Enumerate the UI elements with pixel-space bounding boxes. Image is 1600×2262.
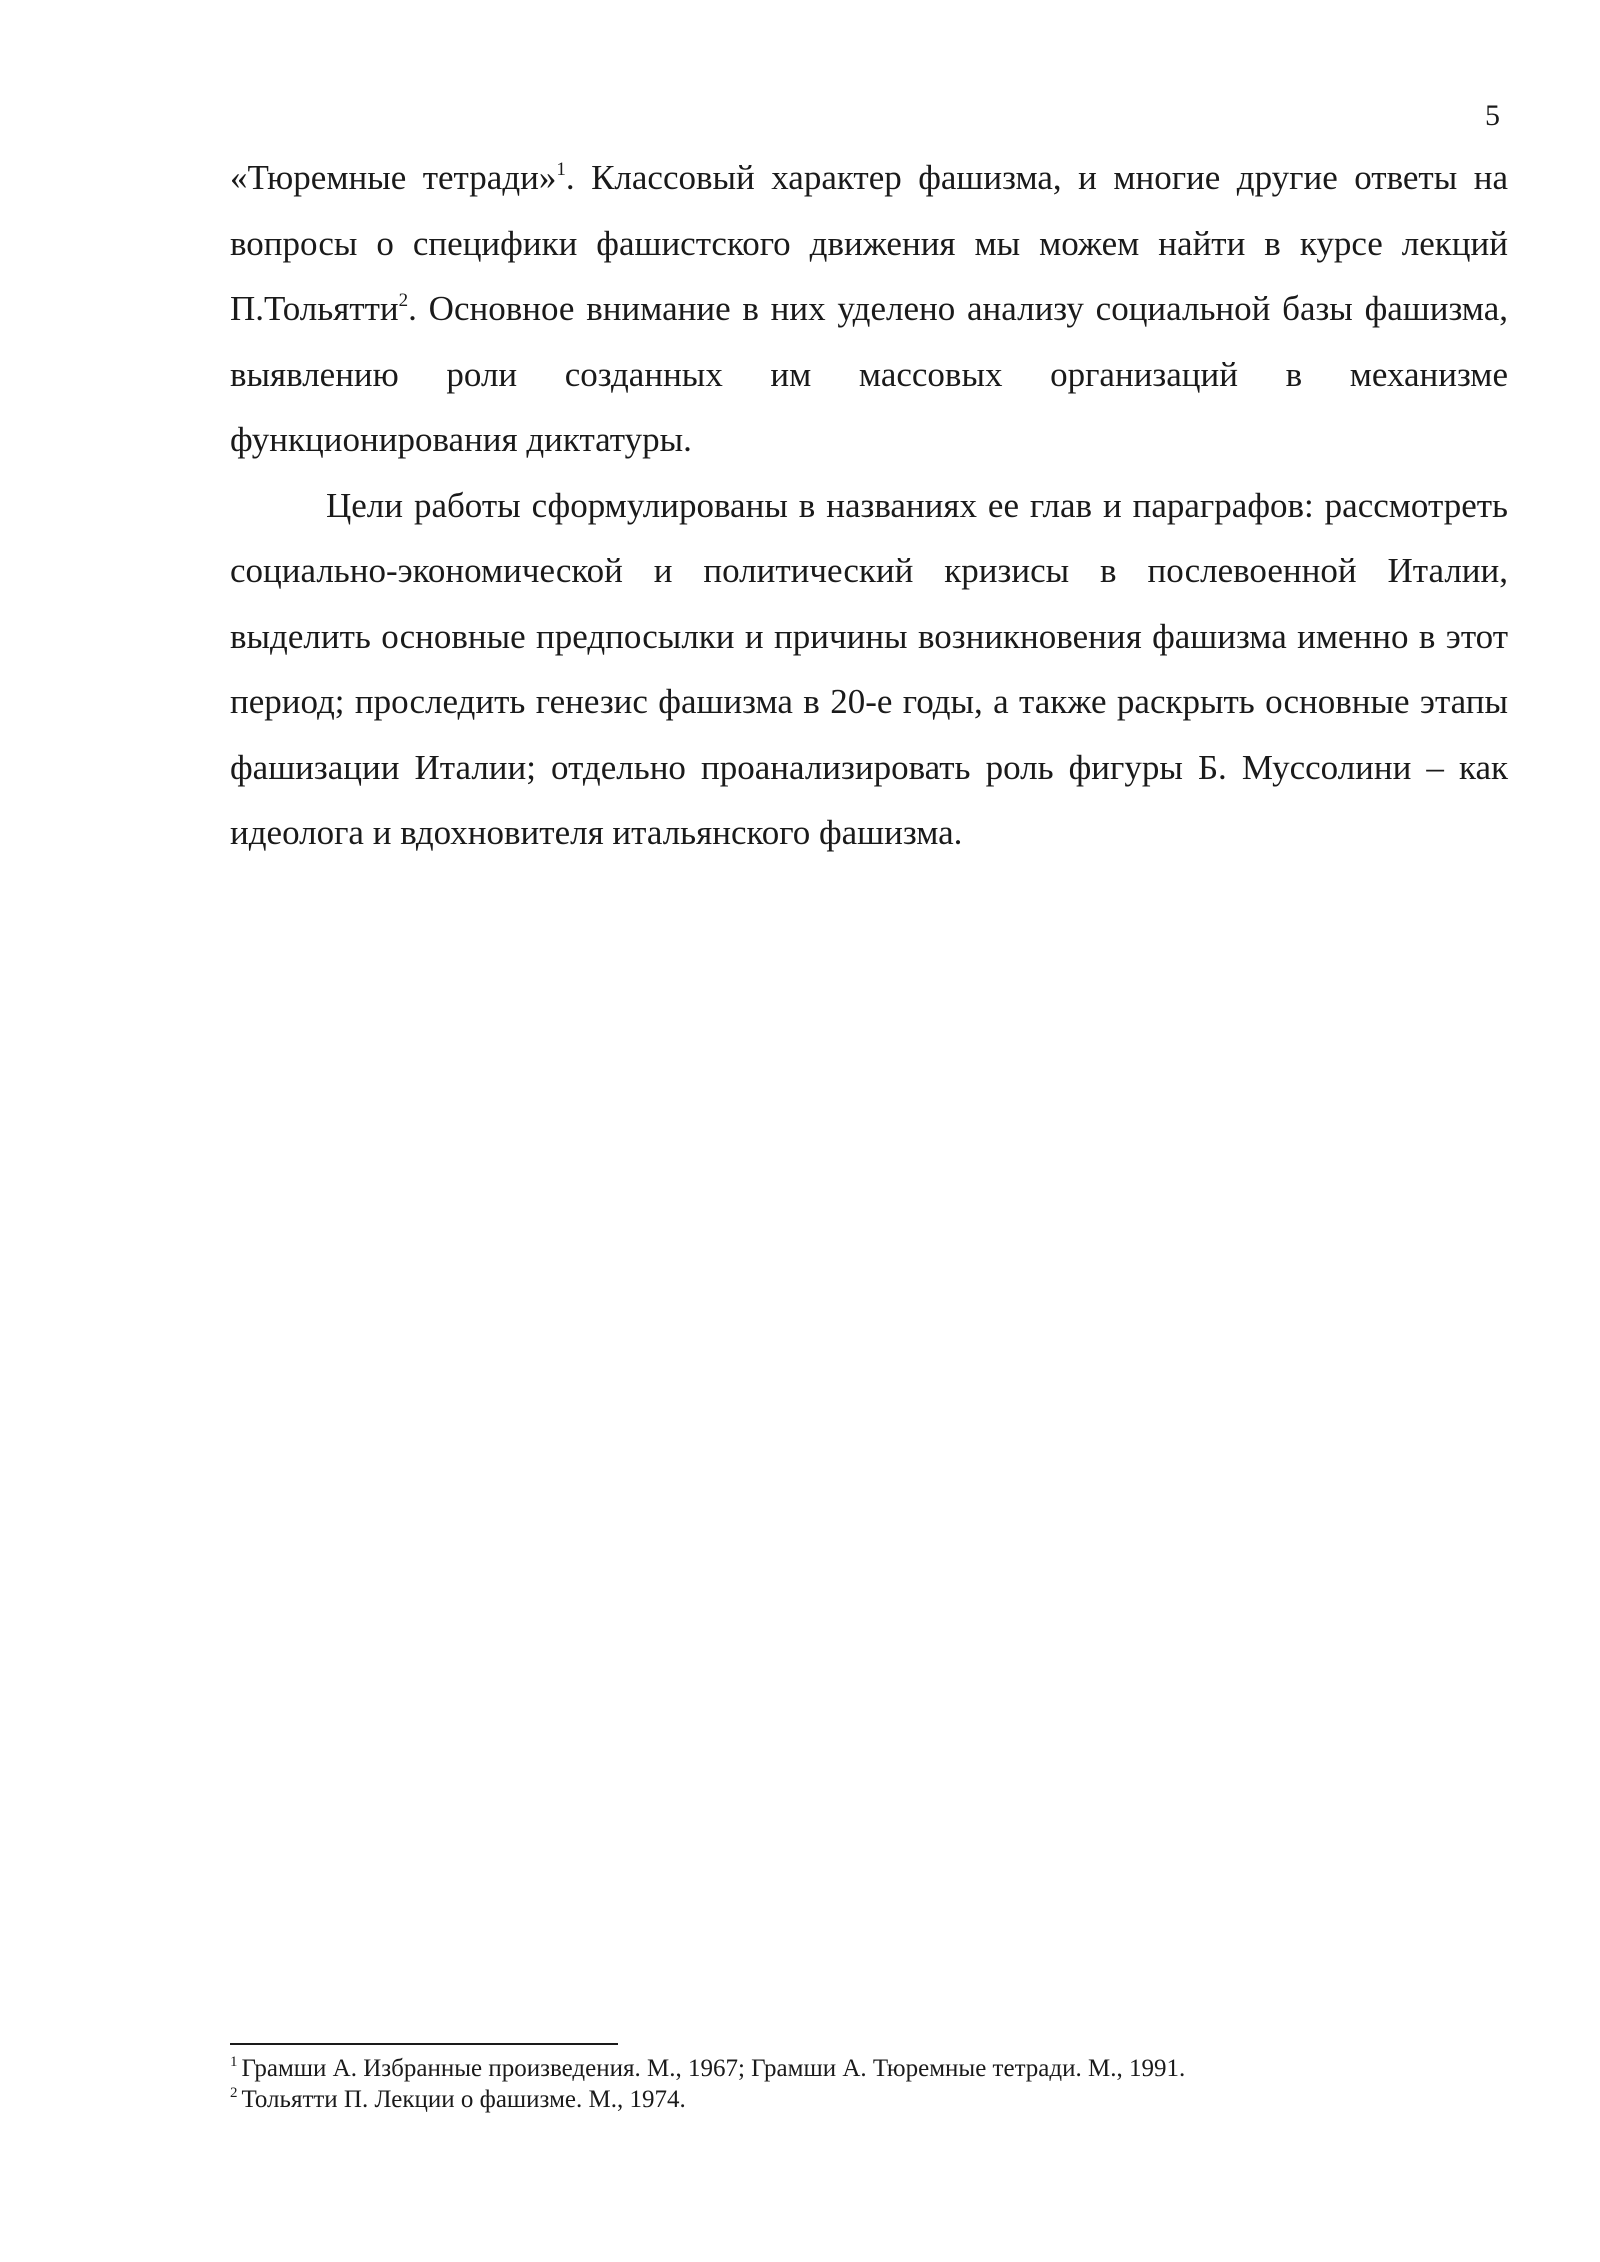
paragraph-1-part-3: . Основное внимание в них уделено анализу социальной базы фашизма, выявлению роли созданных им массовых организаций в механизме функционирования диктатуры. (230, 289, 1508, 459)
footnote-1-mark: 1 (230, 2054, 238, 2070)
footnote-1-text: Грамши А. Избранные произведения. М., 1967; Грамши А. Тюремные тетради. М., 1991. (241, 2055, 1186, 2082)
footnote-ref-1[interactable]: 1 (556, 159, 566, 180)
paragraph-2: Цели работы сформулированы в названиях ее глав и параграфов: рассмотреть социально-экономической и политический кризисы в послевоенной Италии, выделить основные предпосылки и причины возникновения фашизма именно в этот период; проследить генезис фашизма в 20-е годы, а также раскрыть основные этапы фашизации Италии; отдельно проанализировать роль фигуры Б. Муссолини – как идеолога и вдохновителя итальянского фашизма. (230, 485, 1508, 852)
footnote-1 (230, 2053, 1508, 2084)
paragraph-1-part-2: . Классовый характер фашизма, и многие другие ответы на вопросы о специфики фашистского движения мы можем найти в курсе лекций П.Тольятти (230, 158, 1508, 328)
body-text (230, 145, 1508, 866)
paragraph-1 (230, 145, 1508, 473)
paragraph-1-part-1: «Тюремные тетради» (230, 158, 557, 197)
footnote-separator (230, 2043, 618, 2045)
footnote-ref-2[interactable]: 2 (398, 290, 409, 311)
footnotes (230, 2053, 1508, 2115)
footnote-2-mark: 2 (230, 2085, 238, 2101)
footnote-2 (230, 2084, 1508, 2115)
footnote-2-text: Тольятти П. Лекции о фашизме. М., 1974. (241, 2086, 686, 2113)
page-number: 5 (1485, 99, 1500, 132)
